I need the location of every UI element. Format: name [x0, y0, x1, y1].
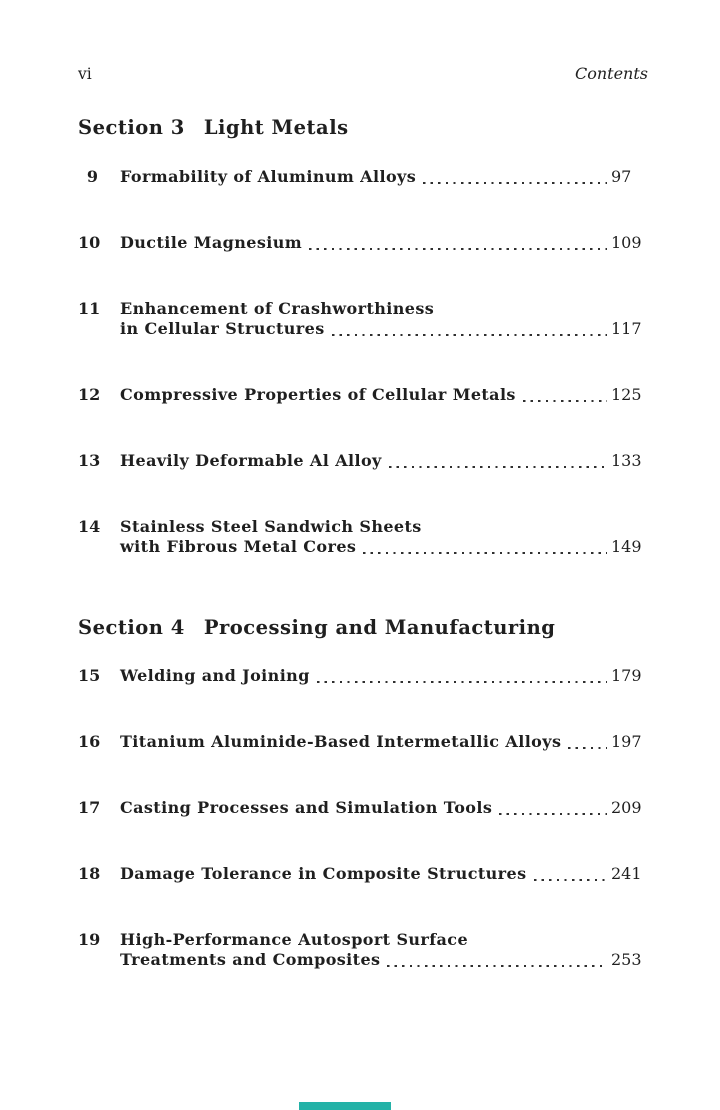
chapter-number: 16 — [78, 732, 101, 751]
page-number: 179 — [611, 666, 642, 685]
toc-entry — [78, 299, 640, 339]
chapter-title: Ductile Magnesium — [120, 233, 303, 252]
chapter-title-line2: in Cellular Structures — [120, 319, 325, 338]
toc-entry — [78, 385, 640, 405]
page-number: 241 — [611, 864, 642, 883]
chapter-number: 19 — [78, 930, 101, 949]
section-title: Processing and Manufacturing — [203, 616, 556, 639]
chapter-title: Heavily Deformable Al Alloy — [120, 451, 382, 470]
chapter-title: Titanium Aluminide-Based Intermetallic Alloys — [120, 732, 562, 751]
dot-leader — [523, 385, 607, 402]
page-number: 149 — [611, 537, 642, 556]
chapter-number: 13 — [78, 451, 101, 470]
accent-bar — [299, 1102, 391, 1110]
dot-leader — [387, 950, 607, 967]
chapter-title-line2: with Fibrous Metal Cores — [120, 537, 357, 556]
toc-entry — [78, 233, 640, 253]
dot-leader — [317, 666, 607, 683]
chapter-number: 10 — [78, 233, 101, 252]
chapter-title: Compressive Properties of Cellular Metals — [120, 385, 516, 404]
page-number: 109 — [611, 233, 642, 252]
page-number: 125 — [611, 385, 642, 404]
page-number: 197 — [611, 732, 642, 751]
page-number: 209 — [611, 798, 642, 817]
running-header: Contents — [574, 64, 648, 83]
chapter-number: 17 — [78, 798, 101, 817]
dot-leader — [332, 319, 607, 336]
section-label: Section 4 — [78, 616, 185, 639]
chapter-title: Enhancement of Crashworthiness — [120, 299, 435, 318]
toc-entry — [78, 930, 640, 970]
section-heading — [78, 617, 640, 639]
chapter-number: 9 — [86, 167, 98, 186]
page-number: 117 — [611, 319, 642, 338]
chapter-title: Welding and Joining — [120, 666, 310, 685]
section-label: Section 3 — [78, 116, 185, 139]
chapter-title: High-Performance Autosport Surface — [120, 930, 469, 949]
section-title: Light Metals — [203, 116, 349, 139]
toc-entry — [78, 517, 640, 557]
chapter-title: Damage Tolerance in Composite Structures — [120, 864, 527, 883]
dot-leader — [568, 732, 607, 749]
dot-leader — [499, 798, 607, 815]
dot-leader — [309, 233, 607, 250]
chapter-number: 18 — [78, 864, 101, 883]
chapter-title: Formability of Aluminum Alloys — [120, 167, 417, 186]
toc-entry — [78, 666, 640, 686]
toc-entry — [78, 864, 640, 884]
page-number: 133 — [611, 451, 642, 470]
chapter-number: 15 — [78, 666, 101, 685]
chapter-title: Casting Processes and Simulation Tools — [120, 798, 493, 817]
toc-entry — [78, 798, 640, 818]
page-header — [78, 64, 648, 84]
chapter-title: Stainless Steel Sandwich Sheets — [120, 517, 422, 536]
chapter-title-line2: Treatments and Composites — [120, 950, 381, 969]
toc-content — [78, 64, 648, 1016]
toc-entry — [78, 167, 640, 187]
folio-page-number: vi — [78, 65, 92, 83]
toc-entry — [78, 732, 640, 752]
page-number: 97 — [611, 167, 632, 186]
chapter-number: 12 — [78, 385, 101, 404]
chapter-number: 14 — [78, 517, 101, 536]
dot-leader — [534, 864, 608, 881]
dot-leader — [389, 451, 607, 468]
dot-leader — [423, 167, 607, 184]
page-number: 253 — [611, 950, 642, 969]
toc-entry — [78, 451, 640, 471]
dot-leader — [363, 537, 607, 554]
section-heading — [78, 117, 640, 139]
chapter-number: 11 — [78, 299, 101, 318]
